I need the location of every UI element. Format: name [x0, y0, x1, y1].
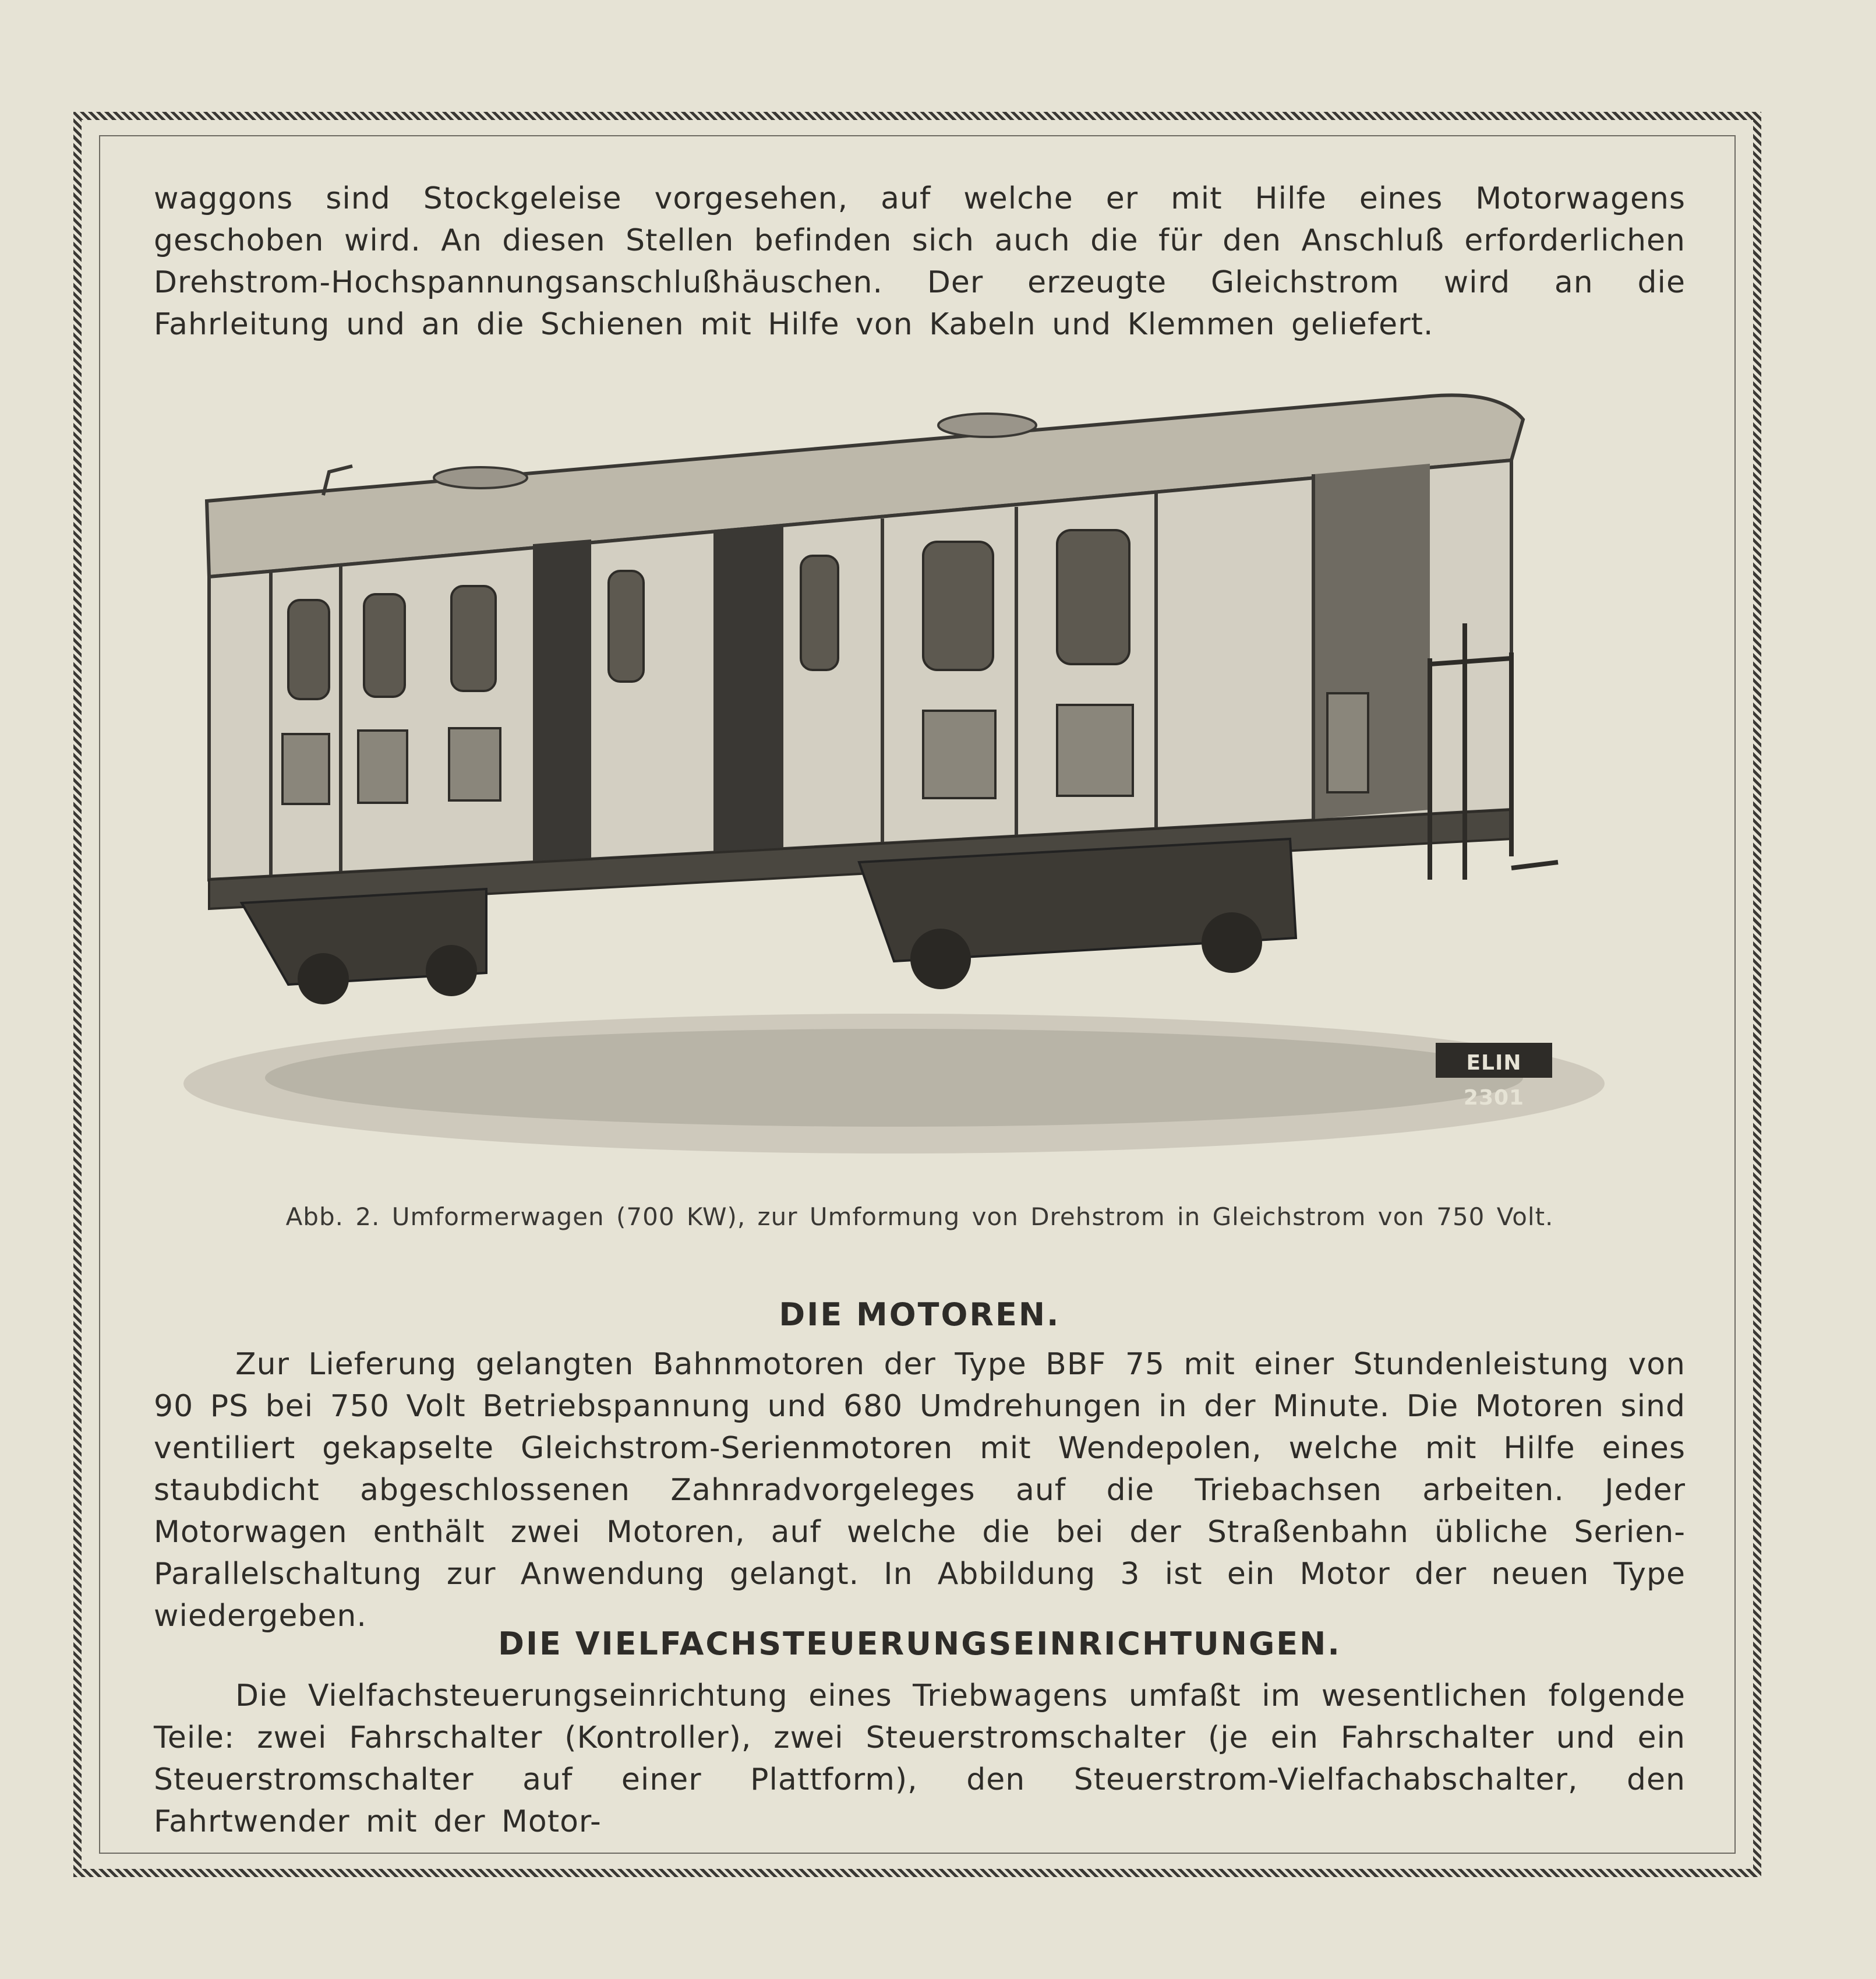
vielfach-paragraph: Die Vielfachsteuerungseinrichtung eines Triebwagens umfaßt im wesentlichen folgende Teile: zwei Fahrschalter (Kontroller), zwei Steuerstromschalter (je ein Fahrschalter und ein Steuerstromschalter auf einer Plattform), den Steuerstrom-Vielfachabschalter, den Fahrtwender mit der Motor- — [154, 1678, 1686, 1839]
intro-paragraph: waggons sind Stockgeleise vorgesehen, auf welche er mit Hilfe eines Motorwagens geschoben wird. An diesen Stellen befinden sich auch die für den Anschluß erforderlichen Drehstrom-Hochspannungsanschlußhäuschen. Der erzeugte Gleichstrom wird an die Fahrleitung und an die Schienen mit Hilfe von Kabeln und Klemmen geliefert. — [154, 181, 1686, 342]
converter-car-photo — [149, 390, 1674, 1194]
figure-plate-label: ELIN 2301 — [1463, 1051, 1525, 1110]
motoren-paragraph: Zur Lieferung gelangten Bahnmotoren der Type BBF 75 mit einer Stundenleistung von 90 PS bei 750 Volt Betriebspannung und 680 Umdrehungen in der Minute. Die Motoren sind ventiliert gekapselte Gleichstrom-Serienmotoren mit Wendepolen, welche mit Hilfe eines staubdicht abgeschlossenen Zahnradvorgeleges auf die Triebachsen arbeiten. Jeder Motorwagen enthält zwei Motoren, auf welche die bei der Straßenbahn übliche Serien-Parallelschaltung zur Anwendung gelangt. In Abbildung 3 ist ein Motor der neuen Type wiedergeben. — [154, 1347, 1686, 1634]
heading-motoren: DIE MOTOREN. — [779, 1296, 1061, 1333]
heading-vielfachsteuerung: DIE VIELFACHSTEUERUNGSEINRICHTUNGEN. — [498, 1625, 1341, 1662]
figure-caption: Abb. 2. Umformerwagen (700 KW), zur Umformung von Drehstrom in Gleichstrom von 750 Volt. — [285, 1202, 1554, 1231]
